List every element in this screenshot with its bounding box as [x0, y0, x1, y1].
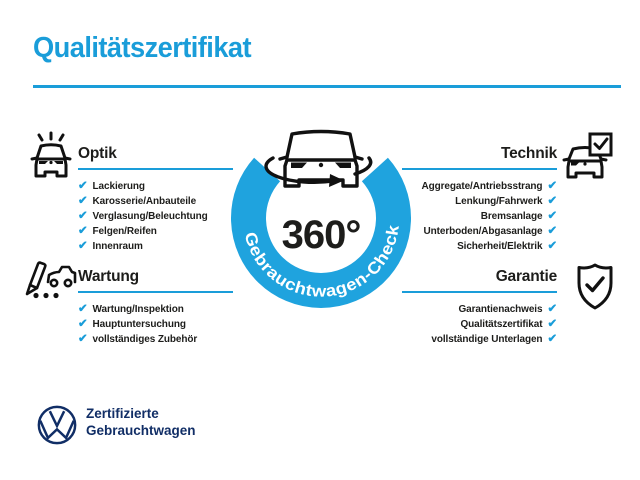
check-icon: ✔: [547, 317, 557, 330]
brand-claim-line2: Gebrauchtwagen: [86, 422, 196, 438]
check-item: [78, 194, 246, 209]
vw-logo: [36, 404, 78, 446]
brand-claim: [86, 406, 196, 439]
section-wartung: [78, 268, 246, 347]
car-checkbox-icon: [561, 131, 615, 185]
brand-claim-line1: Zertifizierte: [86, 406, 159, 421]
section-items: [78, 179, 246, 254]
check-icon: ✔: [78, 332, 88, 345]
check-item-label: vollständige Unterlagen: [431, 334, 543, 345]
check-item-label: Innenraum: [92, 241, 143, 252]
section-title-optik: Optik: [78, 145, 117, 162]
shield-check-icon: [573, 262, 617, 312]
section-rule: [402, 291, 557, 293]
check-icon: ✔: [547, 332, 557, 345]
section-rule: [78, 291, 233, 293]
section-items: [78, 302, 246, 347]
check-item-label: Hauptuntersuchung: [92, 319, 186, 330]
check-item-label: Felgen/Reifen: [92, 226, 157, 237]
check-item-label: Sicherheit/Elektrik: [457, 241, 543, 252]
check-item: [78, 224, 246, 239]
check-item-label: Unterboden/Abgasanlage: [423, 226, 543, 237]
check-item: [389, 332, 557, 347]
section-optik: [78, 145, 246, 254]
section-title-technik: Technik: [500, 145, 557, 162]
check-icon: ✔: [78, 239, 88, 252]
section-title-wartung: Wartung: [78, 268, 139, 285]
360-check-badge: [225, 112, 420, 312]
check-icon: ✔: [78, 224, 88, 237]
check-icon: ✔: [547, 302, 557, 315]
check-item-label: Aggregate/Antriebsstrang: [421, 181, 543, 192]
section-title-garantie: Garantie: [495, 268, 557, 285]
check-icon: ✔: [78, 209, 88, 222]
title-rule: [33, 85, 621, 88]
service-checklist-icon: [24, 258, 78, 300]
check-item-label: Qualitätszertifikat: [460, 319, 543, 330]
check-icon: ✔: [78, 179, 88, 192]
check-icon: ✔: [547, 194, 557, 207]
check-item-label: Lenkung/Fahrwerk: [455, 196, 543, 207]
degree-value: 360°: [281, 213, 361, 257]
check-icon: ✔: [547, 224, 557, 237]
check-item: [78, 302, 246, 317]
check-item: [389, 317, 557, 332]
check-item-label: Lackierung: [92, 181, 145, 192]
check-icon: ✔: [547, 239, 557, 252]
check-icon: ✔: [547, 179, 557, 192]
check-item-label: Bremsanlage: [480, 211, 543, 222]
check-icon: ✔: [547, 209, 557, 222]
check-item: [78, 239, 246, 254]
ring-label-text: Gebrauchtwagen-Check: [240, 224, 403, 301]
car-shine-icon: [24, 131, 78, 185]
check-item: [78, 209, 246, 224]
check-icon: ✔: [78, 194, 88, 207]
section-rule: [78, 168, 233, 170]
check-item-label: Wartung/Inspektion: [92, 304, 184, 315]
check-icon: ✔: [78, 317, 88, 330]
check-item-label: vollständiges Zubehör: [92, 334, 198, 345]
check-item-label: Verglasung/Beleuchtung: [92, 211, 208, 222]
page-title: Qualitätszertifikat: [33, 32, 252, 64]
check-item: [78, 332, 246, 347]
check-item: [78, 179, 246, 194]
section-rule: [402, 168, 557, 170]
check-item: [78, 317, 246, 332]
car-360-rotation-icon: [266, 132, 371, 187]
check-icon: ✔: [78, 302, 88, 315]
check-item-label: Karosserie/Anbauteile: [92, 196, 197, 207]
check-item-label: Garantienachweis: [458, 304, 543, 315]
